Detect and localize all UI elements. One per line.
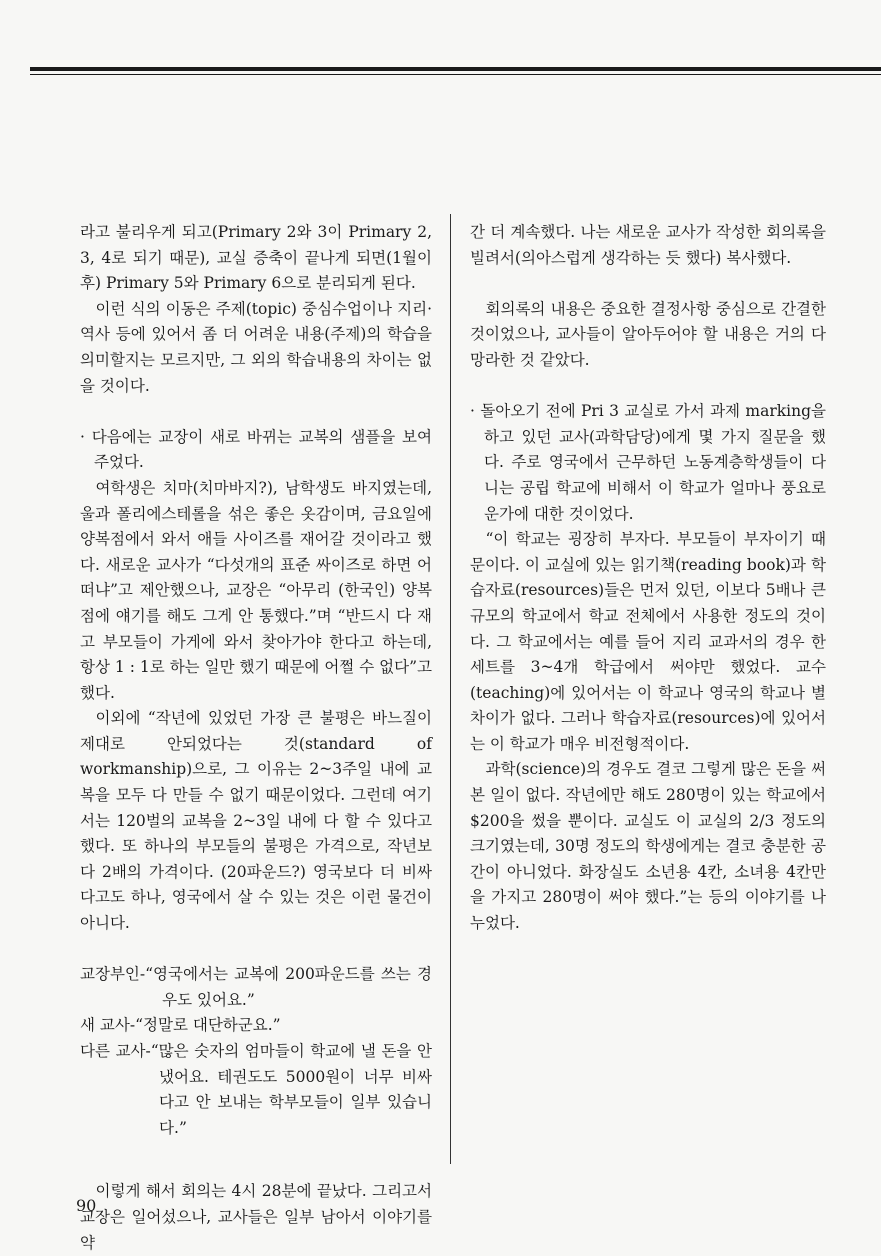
header-rule-thick — [30, 67, 881, 71]
right-column — [470, 220, 826, 937]
paragraph: 라고 불리우게 되고(Primary 2와 3이 Primary 2, 3, 4로 되기 때문), 교실 증축이 끝나게 되면(1월이후) Primary 5와 Primary 6으로 분리되게 된다. — [80, 223, 432, 293]
dialogue-line: 교장부인-“영국에서는 교복에 200파운드를 쓰는 경우도 있어요.” — [80, 965, 432, 1009]
paragraph: 이외에 “작년에 있었던 가장 큰 불평은 바느질이 제대로 안되었다는 것(standard of workmanship)으로, 그 이유는 2~3주일 내에 교복을 모두 다 만들 수 없기 때문이었다. 그런데 여기서는 120벌의 교복을 2~3일 내에 다 할 수 있다고 했다. 또 하나의 부모들의 불평은 가격으로, 작년보다 2배의 가격이다. (20파운드?) 영국보다 더 비싸다고도 하나, 영국에서 살 수 있는 것은 이런 물건이 아니다. — [80, 709, 432, 933]
paragraph: 이런 식의 이동은 주제(topic) 중심수업이나 지리·역사 등에 있어서 좀 더 어려운 내용(주제)의 학습을 의미할지는 모르지만, 그 외의 학습내용의 차이는 없을 것이다. — [80, 299, 432, 395]
paragraph: 이렇게 해서 회의는 4시 28분에 끝났다. 그리고서 교장은 일어섰으나, 교사들은 일부 남아서 이야기를 약 — [80, 1182, 432, 1252]
paragraph: 여학생은 치마(치마바지?), 남학생도 바지였는데, 울과 폴리에스테롤을 섞은 좋은 옷감이며, 금요일에 양복점에서 와서 애들 사이즈를 재어갈 것이라고 했다. 새로운 교사가 “다섯개의 표준 싸이즈로 하면 어떠냐”고 제안했으나, 교장은 “아무리 (한국인) 양복점에 얘기를 해도 그게 안 통했다.”며 “반드시 다 재고 부모들이 가게에 와서 찾아가야 한다고 하는데, 항상 1 : 1로 하는 일만 했기 때문에 어쩔 수 없다”고 했다. — [80, 478, 432, 702]
bullet-paragraph: · 다음에는 교장이 새로 바뀌는 교복의 샘플을 보여 주었다. — [80, 427, 432, 472]
paragraph: 과학(science)의 경우도 결코 그렇게 많은 돈을 써 본 일이 없다. 작년에만 해도 280명이 있는 학교에서 $200을 썼을 뿐이다. 교실도 이 교실의 2/3 정도의 크기였는데, 30명 정도의 학생에게는 결코 충분한 공간이 아니었다. 화장실도 소년용 4칸, 소녀용 4칸만을 가지고 280명이 써야 했다.”는 등의 이야기를 나누었다. — [470, 760, 826, 933]
dialogue-line: 다른 교사-“많은 숫자의 엄마들이 학교에 낼 돈을 안 냈어요. 테권도도 5000원이 너무 비싸다고 안 보내는 학부모들이 일부 있습니다.” — [80, 1042, 432, 1137]
header-rule-thin — [30, 74, 881, 75]
left-column — [80, 220, 432, 1256]
paragraph: “이 학교는 굉장히 부자다. 부모들이 부자이기 때문이다. 이 교실에 있는 읽기책(reading book)과 학습자료(resources)들은 먼저 있던, 이보다 5배나 큰 규모의 학교에서 학교 전체에서 사용한 정도의 것이다. 그 학교에서는 예를 들어 지리 교과서의 경우 한 세트를 3~4개 학급에서 써야만 했었다. 교수(teaching)에 있어서는 이 학교나 영국의 학교나 별 차이가 없다. 그러나 학습자료(resources)에 있어서는 이 학교가 매우 비전형적이다. — [470, 530, 826, 753]
dialogue-line: 새 교사-“정말로 대단하군요.” — [80, 1016, 281, 1035]
bullet-paragraph: · 돌아오기 전에 Pri 3 교실로 가서 과제 marking을 하고 있던 교사(과학담당)에게 몇 가지 질문을 했다. 주로 영국에서 근무하던 노동계층학생들이 다니는 공립 학교에 비해서 이 학교가 얼마나 풍요로운가에 대한 것이었다. — [470, 402, 826, 523]
paragraph: 간 더 계속했다. 나는 새로운 교사가 작성한 회의록을 빌려서(의아스럽게 생각하는 듯 했다) 복사했다. — [470, 223, 826, 267]
page-number: 90 — [76, 1196, 97, 1215]
column-divider — [450, 214, 451, 1164]
paragraph: 회의록의 내용은 중요한 결정사항 중심으로 간결한 것이었으나, 교사들이 알아두어야 할 내용은 거의 다 망라한 것 같았다. — [470, 299, 826, 369]
